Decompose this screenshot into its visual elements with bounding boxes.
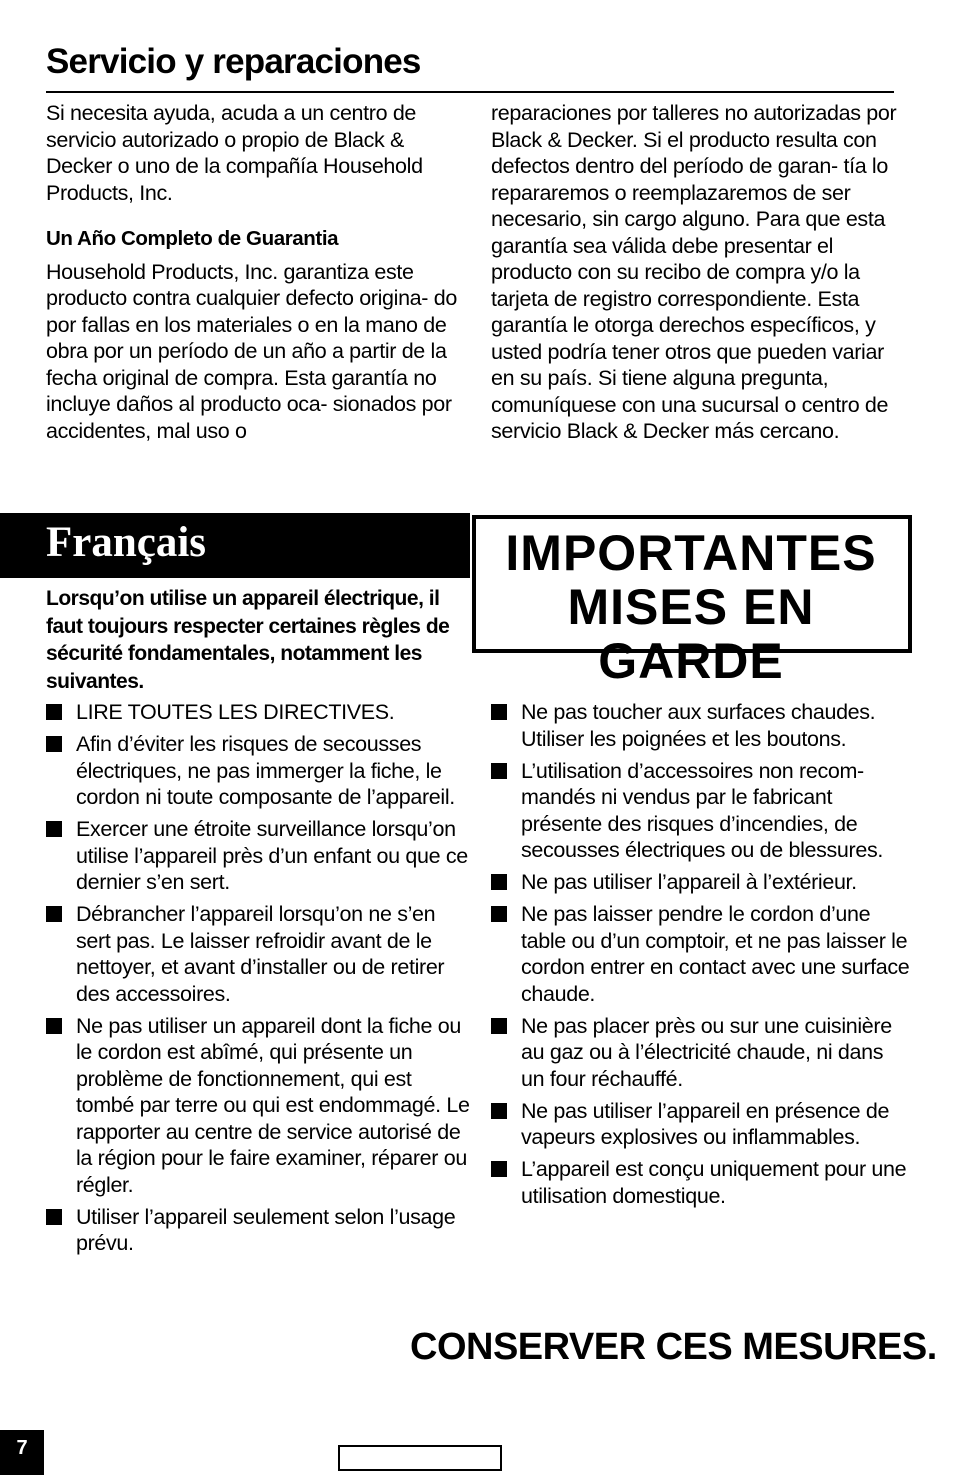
important-line-2: MISES EN GARDE bbox=[567, 579, 815, 689]
square-bullet-icon bbox=[491, 763, 507, 779]
footer-box bbox=[338, 1445, 502, 1471]
list-item: Exercer une étroite surveillance lorsqu’on utilise l’appareil près d’un enfant ou que ce dernier s’en sert. bbox=[46, 816, 470, 896]
warranty-heading: Un Año Completo de Guarantia bbox=[46, 227, 339, 250]
list-item: Ne pas utiliser l’appareil à l’extérieur. bbox=[491, 869, 911, 896]
list-item: Ne pas utiliser l’appareil en présence de vapeurs explosives ou inflammables. bbox=[491, 1098, 911, 1151]
list-item: LIRE TOUTES LES DIRECTIVES. bbox=[46, 699, 470, 726]
warranty-text-left: Household Products, Inc. garantiza este producto contra cualquier defecto origina- do por fallas en los materiales o en la mano de obra por un período de un año a partir de la fecha original de compra. Esta garantía no incluye daños al producto oca- sionados por accidentes, mal uso o bbox=[46, 259, 457, 443]
square-bullet-icon bbox=[46, 704, 62, 720]
list-item: Utiliser l’appareil seulement selon l’usage prévu. bbox=[46, 1204, 470, 1257]
square-bullet-icon bbox=[46, 906, 62, 922]
list-item: Débrancher l’appareil lorsqu’on ne s’en sert pas. Le laisser refroidir avant de le nettoyer, et avant d’installer ou de retirer des accessoires. bbox=[46, 901, 470, 1007]
list-item: Afin d’éviter les risques de secousses électriques, ne pas immerger la fiche, le cordon ni toute composante de l’appareil. bbox=[46, 731, 470, 811]
list-item: Ne pas utiliser un appareil dont la fiche ou le cordon est abîmé, qui présente un problème de fonctionnement, qui est tombé par terre ou qui est endommagé. Le rapporter au centre de service autorisé de la région pour le faire examiner, réparer ou régler. bbox=[46, 1013, 470, 1199]
list-item: L’utilisation d’accessoires non recom- mandés ni vendus par le fabricant présente des risques d’incendies, de secousses électriques ou de blessures. bbox=[491, 758, 911, 864]
safeguards-list-left bbox=[46, 699, 470, 1262]
spanish-intro: Si necesita ayuda, acuda a un centro de servicio autorizado o propio de Black & Decker o uno de la compañía Household Products, Inc. bbox=[46, 101, 423, 205]
square-bullet-icon bbox=[46, 1018, 62, 1034]
square-bullet-icon bbox=[46, 821, 62, 837]
list-item: Ne pas toucher aux surfaces chaudes. Utiliser les poignées et les boutons. bbox=[491, 699, 911, 752]
square-bullet-icon bbox=[46, 1209, 62, 1225]
square-bullet-icon bbox=[491, 704, 507, 720]
important-line-1: IMPORTANTES bbox=[505, 525, 877, 581]
language-title: Français bbox=[46, 519, 207, 566]
square-bullet-icon bbox=[491, 1161, 507, 1177]
square-bullet-icon bbox=[491, 906, 507, 922]
list-item: Ne pas laisser pendre le cordon d’une table ou d’un comptoir, et ne pas laisser le cordon entrer en contact avec une surface chaude. bbox=[491, 901, 911, 1007]
spanish-right-column bbox=[491, 100, 911, 445]
section-title-servicio: Servicio y reparaciones bbox=[46, 42, 421, 81]
page-number: 7 bbox=[0, 1430, 44, 1475]
warranty-text-right: reparaciones por talleres no autorizadas por Black & Decker. Si el producto resulta con defectos dentro del período de garan- tía lo repararemos o reemplazaremos de ser necesario, sin cargo alguno. Para que esta garantía sea válida debe presentar el producto con su recibo de compra y/o la tarjeta de registro correspondiente. Esta garantía le otorga derechos específicos, y usted podría tener otros que pueden variar en su país. Si tiene alguna pregunta, comuníquese con una sucursal o centro de servicio Black & Decker más cercano. bbox=[491, 101, 897, 443]
title-rule bbox=[46, 91, 894, 93]
closing-heading: CONSERVER CES MESURES. bbox=[410, 1326, 937, 1368]
list-item: L’appareil est conçu uniquement pour une utilisation domestique. bbox=[491, 1156, 911, 1209]
list-item: Ne pas placer près ou sur une cuisinière au gaz ou à l’électricité chaude, ni dans un four réchauffé. bbox=[491, 1013, 911, 1093]
spanish-left-column bbox=[46, 100, 466, 444]
safeguards-list-right bbox=[491, 699, 911, 1215]
french-intro: Lorsqu’on utilise un appareil électrique, il faut toujours respecter certaines règles de sécurité fondamentales, notamment les suivantes. bbox=[46, 587, 450, 693]
square-bullet-icon bbox=[491, 874, 507, 890]
square-bullet-icon bbox=[46, 736, 62, 752]
important-safeguards-title bbox=[478, 526, 904, 688]
square-bullet-icon bbox=[491, 1018, 507, 1034]
square-bullet-icon bbox=[491, 1103, 507, 1119]
